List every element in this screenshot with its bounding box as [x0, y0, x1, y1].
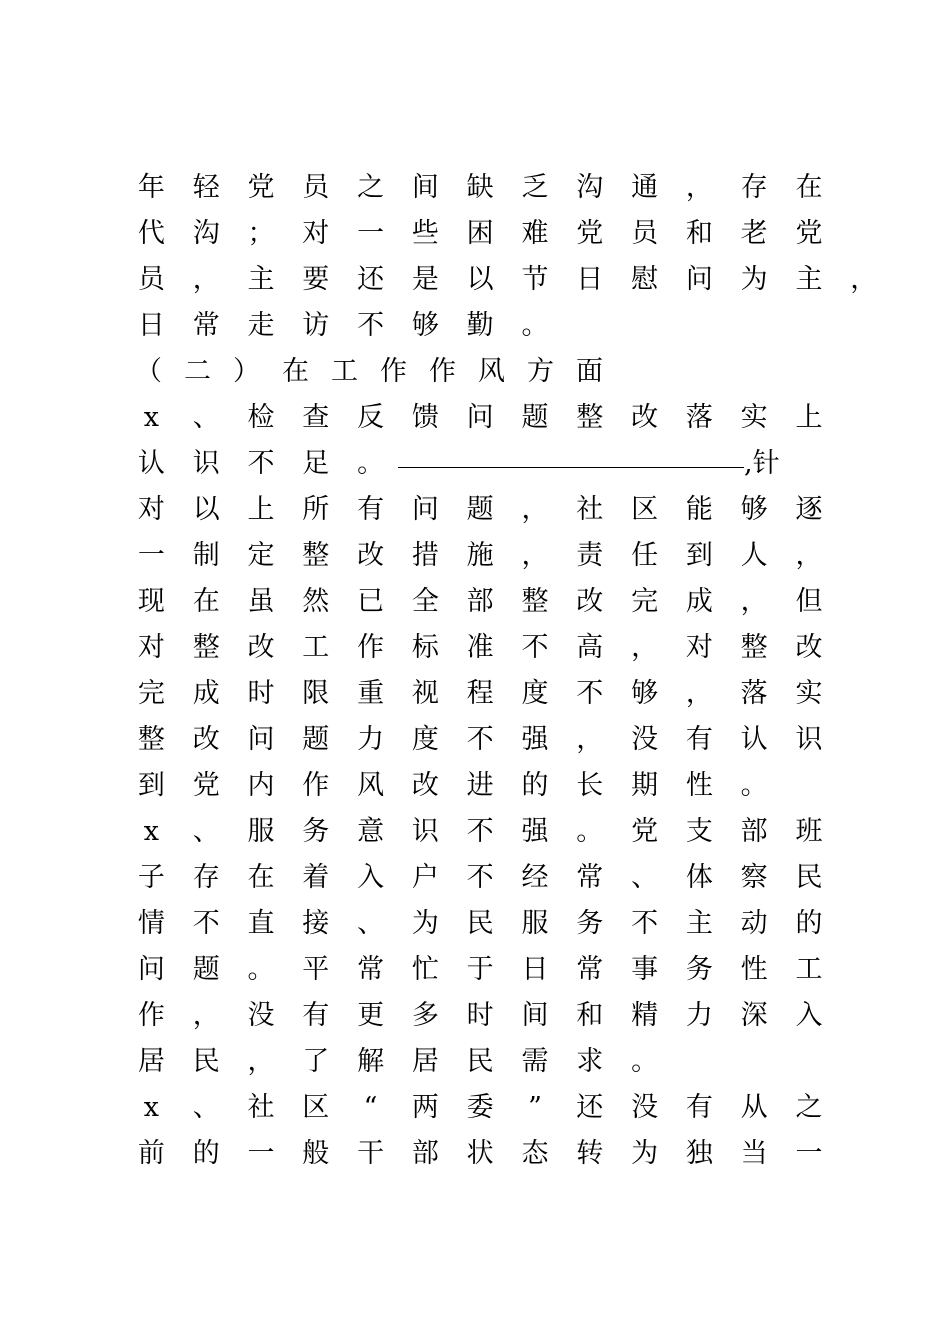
text-line — [124, 444, 780, 484]
text-segment: 认 识 不 足 。 — [137, 448, 385, 479]
text-line: 到 党 内 作 风 改 进 的 长 期 性 。 — [137, 770, 768, 801]
text-line: 子 存 在 着 入 户 不 经 常 、 体 察 民 — [137, 862, 823, 893]
text-line: 现 在 虽 然 已 全 部 整 改 完 成 ， 但 — [137, 586, 823, 617]
text-line: 居 民 ， 了 解 居 民 需 求 。 — [137, 1046, 659, 1077]
text-line: x 、 社 区 “ 两 委 ” 还 没 有 从 之 — [143, 1092, 823, 1123]
text-line: 一 制 定 整 改 措 施 ， 责 任 到 人 ， — [137, 540, 823, 571]
text-line: 前 的 一 般 干 部 状 态 转 为 独 当 一 — [137, 1138, 823, 1169]
text-line: 对 整 改 工 作 标 准 不 高 ， 对 整 改 — [137, 632, 823, 663]
text-line: x 、 检 查 反 馈 问 题 整 改 落 实 上 — [143, 402, 823, 433]
text-line: x 、 服 务 意 识 不 强 。 党 支 部 班 — [143, 816, 823, 847]
text-line: 对 以 上 所 有 问 题 ， 社 区 能 够 逐 — [137, 494, 823, 525]
text-line: 员 ， 主 要 还 是 以 节 日 慰 问 为 主 ， — [137, 264, 878, 295]
text-line: 代 沟 ； 对 一 些 困 难 党 员 和 老 党 — [137, 218, 823, 249]
text-segment: ,针 — [743, 448, 780, 479]
section-heading: （ 二 ） 在 工 作 作 风 方 面 — [135, 356, 603, 387]
text-line: 年 轻 党 员 之 间 缺 乏 沟 通 ， 存 在 — [137, 172, 823, 203]
text-line: 整 改 问 题 力 度 不 强 ， 没 有 认 识 — [137, 724, 823, 755]
text-line: 问 题 。 平 常 忙 于 日 常 事 务 性 工 — [137, 954, 823, 985]
fill-in-blank — [398, 447, 744, 468]
text-line: 情 不 直 接 、 为 民 服 务 不 主 动 的 — [137, 908, 823, 939]
text-line: 日 常 走 访 不 够 勤 。 — [137, 310, 549, 341]
text-line: 作 ， 没 有 更 多 时 间 和 精 力 深 入 — [137, 1000, 823, 1031]
text-line: 完 成 时 限 重 视 程 度 不 够 ， 落 实 — [137, 678, 823, 709]
